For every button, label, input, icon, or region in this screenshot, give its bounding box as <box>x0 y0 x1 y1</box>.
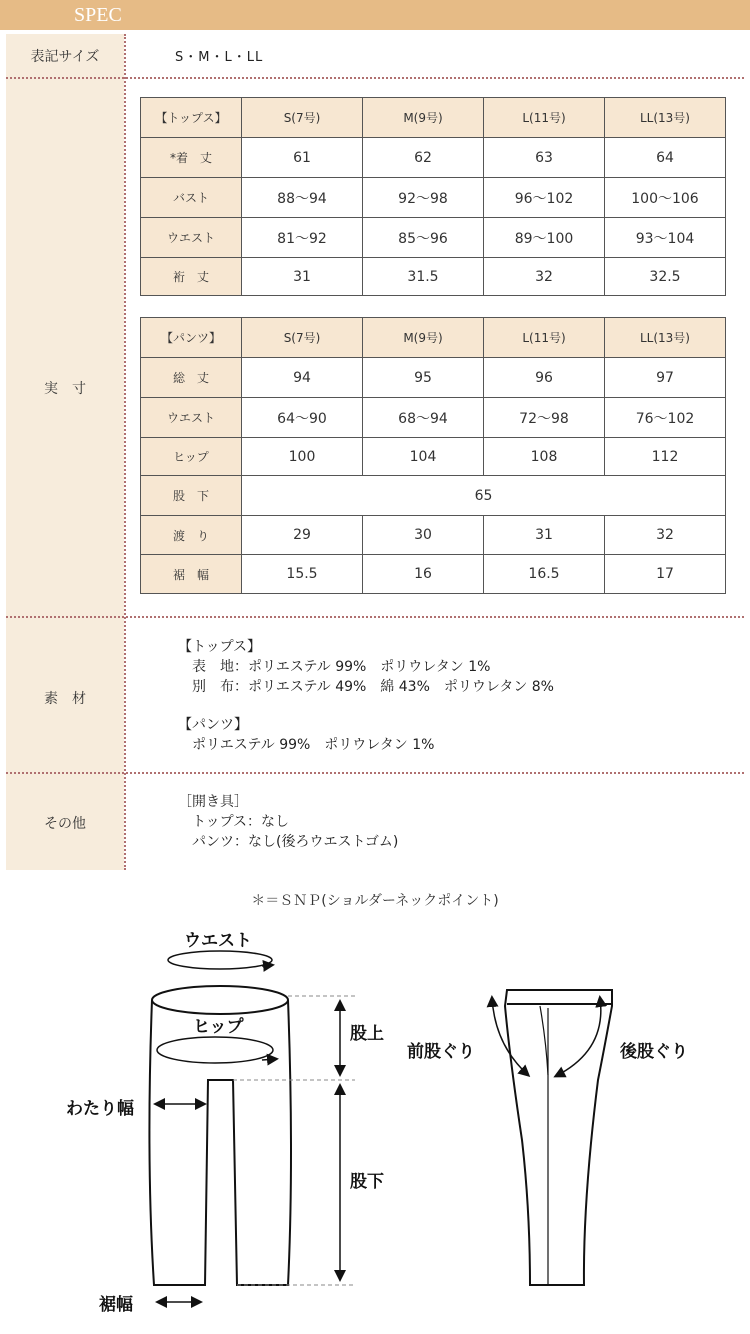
row-label-cell: ウエスト <box>141 218 242 258</box>
table-cell: 72～98 <box>484 398 605 438</box>
row-label-cell: 総 丈 <box>141 358 242 398</box>
row-label-cell: ヒップ <box>141 438 242 476</box>
table-cell: 31 <box>484 516 605 555</box>
table-header-cell: L(11号) <box>484 98 605 138</box>
hip-label: ヒップ <box>193 1017 244 1037</box>
table-cell: 112 <box>605 438 726 476</box>
waist-arrow <box>168 951 272 969</box>
vertical-divider <box>124 34 126 870</box>
table-cell: 32 <box>484 258 605 296</box>
hip-arrow <box>157 1037 273 1063</box>
table-cell: 17 <box>605 555 726 594</box>
table-cell: 32.5 <box>605 258 726 296</box>
table-cell: 94 <box>242 358 363 398</box>
divider-size <box>6 77 744 79</box>
table-cell: 93～104 <box>605 218 726 258</box>
divider-material <box>6 772 744 774</box>
table-header-cell: 【パンツ】 <box>141 318 242 358</box>
spacer <box>178 697 554 715</box>
table-cell: 85～96 <box>363 218 484 258</box>
tops-size-table <box>140 97 726 296</box>
row-label-cell: 裄 丈 <box>141 258 242 296</box>
material-pants-line: ポリエステル 99% ポリウレタン 1% <box>178 737 435 753</box>
table-cell: 63 <box>484 138 605 178</box>
rise-label: 股上 <box>350 1024 384 1044</box>
table-header-cell: M(9号) <box>363 98 484 138</box>
table-cell-span: 65 <box>242 476 726 516</box>
table-cell: 100～106 <box>605 178 726 218</box>
table-row <box>141 438 726 476</box>
table-cell: 64 <box>605 138 726 178</box>
table-row <box>141 516 726 555</box>
table-cell: 15.5 <box>242 555 363 594</box>
table-cell: 95 <box>363 358 484 398</box>
other-line: トップス：なし <box>178 814 290 830</box>
table-cell: 31.5 <box>363 258 484 296</box>
material-tops-title: 【トップス】 <box>178 639 262 655</box>
table-row <box>141 555 726 594</box>
size-label: 表記サイズ <box>30 49 100 65</box>
table-cell: 104 <box>363 438 484 476</box>
table-cell: 29 <box>242 516 363 555</box>
table-header-cell: S(7号) <box>242 318 363 358</box>
table-header-row <box>141 98 726 138</box>
table-header-cell: L(11号) <box>484 318 605 358</box>
inseam-label: 股下 <box>350 1172 384 1192</box>
other-line: パンツ：なし(後ろウエストゴム) <box>178 834 399 850</box>
table-cell: 89～100 <box>484 218 605 258</box>
table-row <box>141 138 726 178</box>
table-cell: 62 <box>363 138 484 178</box>
row-label-cell: バスト <box>141 178 242 218</box>
table-cell: 96 <box>484 358 605 398</box>
table-header-row <box>141 318 726 358</box>
material-text <box>178 637 554 755</box>
table-header-cell: 【トップス】 <box>141 98 242 138</box>
other-title: ［開き具］ <box>178 794 248 810</box>
thigh-label: わたり幅 <box>66 1099 134 1119</box>
waist-arrow-head <box>262 965 272 966</box>
table-header-cell: LL(13号) <box>605 98 726 138</box>
pants-size-table <box>140 317 726 594</box>
table-cell: 100 <box>242 438 363 476</box>
table-row <box>141 358 726 398</box>
table-header-cell: LL(13号) <box>605 318 726 358</box>
spec-header <box>0 0 750 30</box>
spec-title: SPEC <box>74 4 122 26</box>
table-cell: 32 <box>605 516 726 555</box>
other-label: その他 <box>44 816 86 832</box>
table-cell: 96～102 <box>484 178 605 218</box>
row-label-cell: 渡 り <box>141 516 242 555</box>
table-header-cell: S(7号) <box>242 98 363 138</box>
pants-measurement-diagram <box>0 910 750 1330</box>
material-tops-line: 別 布：ポリエステル 49% 綿 43% ポリウレタン 8% <box>178 679 554 695</box>
table-row <box>141 398 726 438</box>
other-text <box>178 792 398 852</box>
table-cell: 61 <box>242 138 363 178</box>
pants-side-outline <box>505 990 612 1285</box>
front-rise-label: 前股ぐり <box>407 1042 475 1062</box>
table-cell: 31 <box>242 258 363 296</box>
table-cell: 64～90 <box>242 398 363 438</box>
label-column <box>6 34 124 870</box>
row-label-cell: 股 下 <box>141 476 242 516</box>
table-row <box>141 476 726 516</box>
waist-label: ウエスト <box>184 931 252 951</box>
row-label-cell: ウエスト <box>141 398 242 438</box>
table-cell: 108 <box>484 438 605 476</box>
row-label-cell: 裾 幅 <box>141 555 242 594</box>
table-header-cell: M(9号) <box>363 318 484 358</box>
divider-measure <box>6 616 744 618</box>
table-cell: 97 <box>605 358 726 398</box>
table-cell: 16.5 <box>484 555 605 594</box>
table-cell: 81～92 <box>242 218 363 258</box>
table-cell: 68～94 <box>363 398 484 438</box>
snp-note: ＊＝ＳＮＰ(ショルダーネックポイント) <box>251 893 499 909</box>
size-value: S・M・L・LL <box>175 50 264 65</box>
material-tops-line: 表 地：ポリエステル 99% ポリウレタン 1% <box>178 659 491 675</box>
table-cell: 76～102 <box>605 398 726 438</box>
table-cell: 92～98 <box>363 178 484 218</box>
material-label: 素 材 <box>44 691 86 707</box>
hip-arrow-head <box>262 1059 276 1060</box>
table-cell: 88～94 <box>242 178 363 218</box>
measure-label: 実 寸 <box>44 381 86 397</box>
table-cell: 30 <box>363 516 484 555</box>
material-pants-title: 【パンツ】 <box>178 717 248 733</box>
table-row <box>141 258 726 296</box>
table-row <box>141 218 726 258</box>
back-rise-label: 後股ぐり <box>620 1042 688 1062</box>
table-cell: 16 <box>363 555 484 594</box>
hem-label: 裾幅 <box>99 1295 133 1315</box>
row-label-cell: *着 丈 <box>141 138 242 178</box>
table-row <box>141 178 726 218</box>
